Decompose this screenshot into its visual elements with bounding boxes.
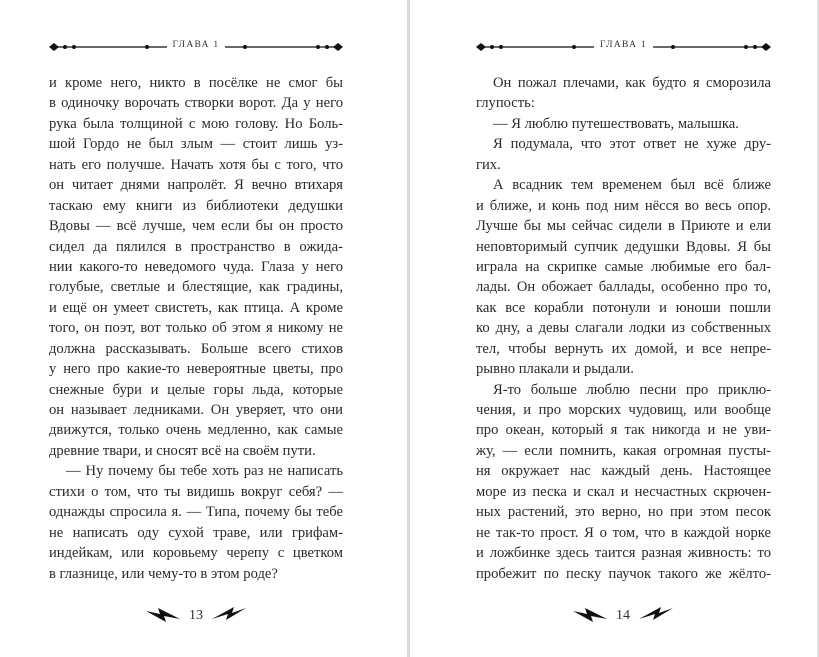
text-line: в одиночку ворочать створки ворот. Да у него [49,95,343,112]
text-line: А всадник тем временем был всё ближе [493,177,771,194]
text-line: и ложбинке здесь таится разная живность: то [476,545,771,562]
text-line: в глазнице, или чему-то в этом роде? [49,565,278,582]
text-line: неповторимый супчик дедушки Вдовы. Я бы [476,238,771,255]
text-line: — Я люблю путешествовать, малышка. [493,115,739,132]
text-line: стихи о том, что ты видишь вокруг себя? — [49,483,343,500]
text-line: того, он поэт, вот только об этом я никому не [49,320,343,337]
text-line: Я подумала, что этот ответ не хуже дру- [493,136,771,153]
chapter-title: ГЛАВА 1 [594,40,653,50]
text-line: движутся, только очень медленно, как самые [49,422,343,439]
lightning-bolt-icon [212,605,246,625]
text-line: рывно плакали и рыдали. [476,361,634,378]
text-line: лады. Он обожает баллады, особенно про то, [476,279,771,296]
text-line: тел, чтобы вернуть их домой, и все непре- [476,340,771,357]
text-line: у него про какие-то невероятные цветы, про [49,361,343,378]
left-page [0,0,407,657]
page-footer [126,605,266,629]
text-line: ко дну, а девы слагали лодки из собственных [476,320,771,337]
page-footer [553,605,693,629]
text-line: нии какого-то неведомого чуда. Глаза у него [49,258,343,275]
right-page [410,0,817,657]
text-line: — Ну почему бы тебе хоть раз не написать [66,463,343,480]
lightning-bolt-icon [639,605,673,625]
text-line: он читает днями напролёт. Я вечно втихаря [49,177,343,194]
text-line: и кроме него, никто в посёлке не смог бы [49,75,343,91]
body-text [49,73,343,584]
text-line: и ближе, и конь под ним нёсся во весь опор. [476,197,771,214]
text-line: древние твари, и сносят всё на своём пути. [49,442,316,459]
text-line: однажды спросила я. — Типа, почему бы тебе [49,504,343,521]
text-line: сидел да пялился в пространство в ожида- [49,238,343,255]
text-line: как все корабли потонули и юноши пошли [476,299,771,316]
text-line: Я-то больше люблю песни про приклю- [493,381,771,398]
text-line: не написать оду сухой траве, или грифам- [49,524,343,541]
running-header [49,38,343,56]
text-line: играла на скрипке самые любимые его бал- [476,258,771,275]
text-line: снежные бури и целые горы льда, которые [49,381,343,398]
page-number: 14 [616,608,630,623]
text-line: чения, и про морских чудовищ, или вообще [476,402,771,418]
text-line: ных растений, это верно, но при этом песок [476,504,771,521]
text-line: пробежит по песку паучок такого же жёлто- [476,565,771,582]
text-line: таскаю ему книги из библиотеки дедушки [49,197,343,214]
text-line: рука была толщиной с мою голову. Но Боль- [49,115,343,132]
text-line: жу, — если помнить, какая огромная пусты- [476,442,771,459]
text-line: про океан, который я так никогда и не уви- [476,422,771,439]
text-line: Вдовы — всё лучше, чем если бы он просто [49,218,343,235]
body-text [476,73,771,584]
text-line: ня окружает нас каждый день. Настоящее [476,463,771,480]
text-line: море из песка и скал и несчастных скрючен- [476,483,771,500]
text-line: и ещё он умеет свистеть, как птица. А кроме [49,299,343,316]
text-line: индейкам, или коровьему черепу с цветком [49,545,343,562]
text-line: голубые, светлые и блестящие, как градины, [49,279,343,296]
chapter-title: ГЛАВА 1 [167,40,226,50]
text-line: Он пожал плечами, как будто я сморозила [493,75,771,91]
text-line: не так-то прост. Я о том, что в каждой норке [476,524,771,541]
text-line: нать его получше. Начать хотя бы с того, что [49,156,343,173]
text-line: шой Гордо не был злым — стоит лишь уз- [49,136,343,153]
text-line: должна рассказывать. Больше всего стихов [49,340,343,357]
text-line: Лучше бы мы сейчас сидели в Приюте и ели [476,218,771,235]
text-line: он называет ледниками. Он уверяет, что они [49,402,343,418]
text-line: глупость: [476,95,535,112]
running-header [476,38,771,56]
text-line: гих. [476,156,501,173]
page-number: 13 [189,608,203,623]
